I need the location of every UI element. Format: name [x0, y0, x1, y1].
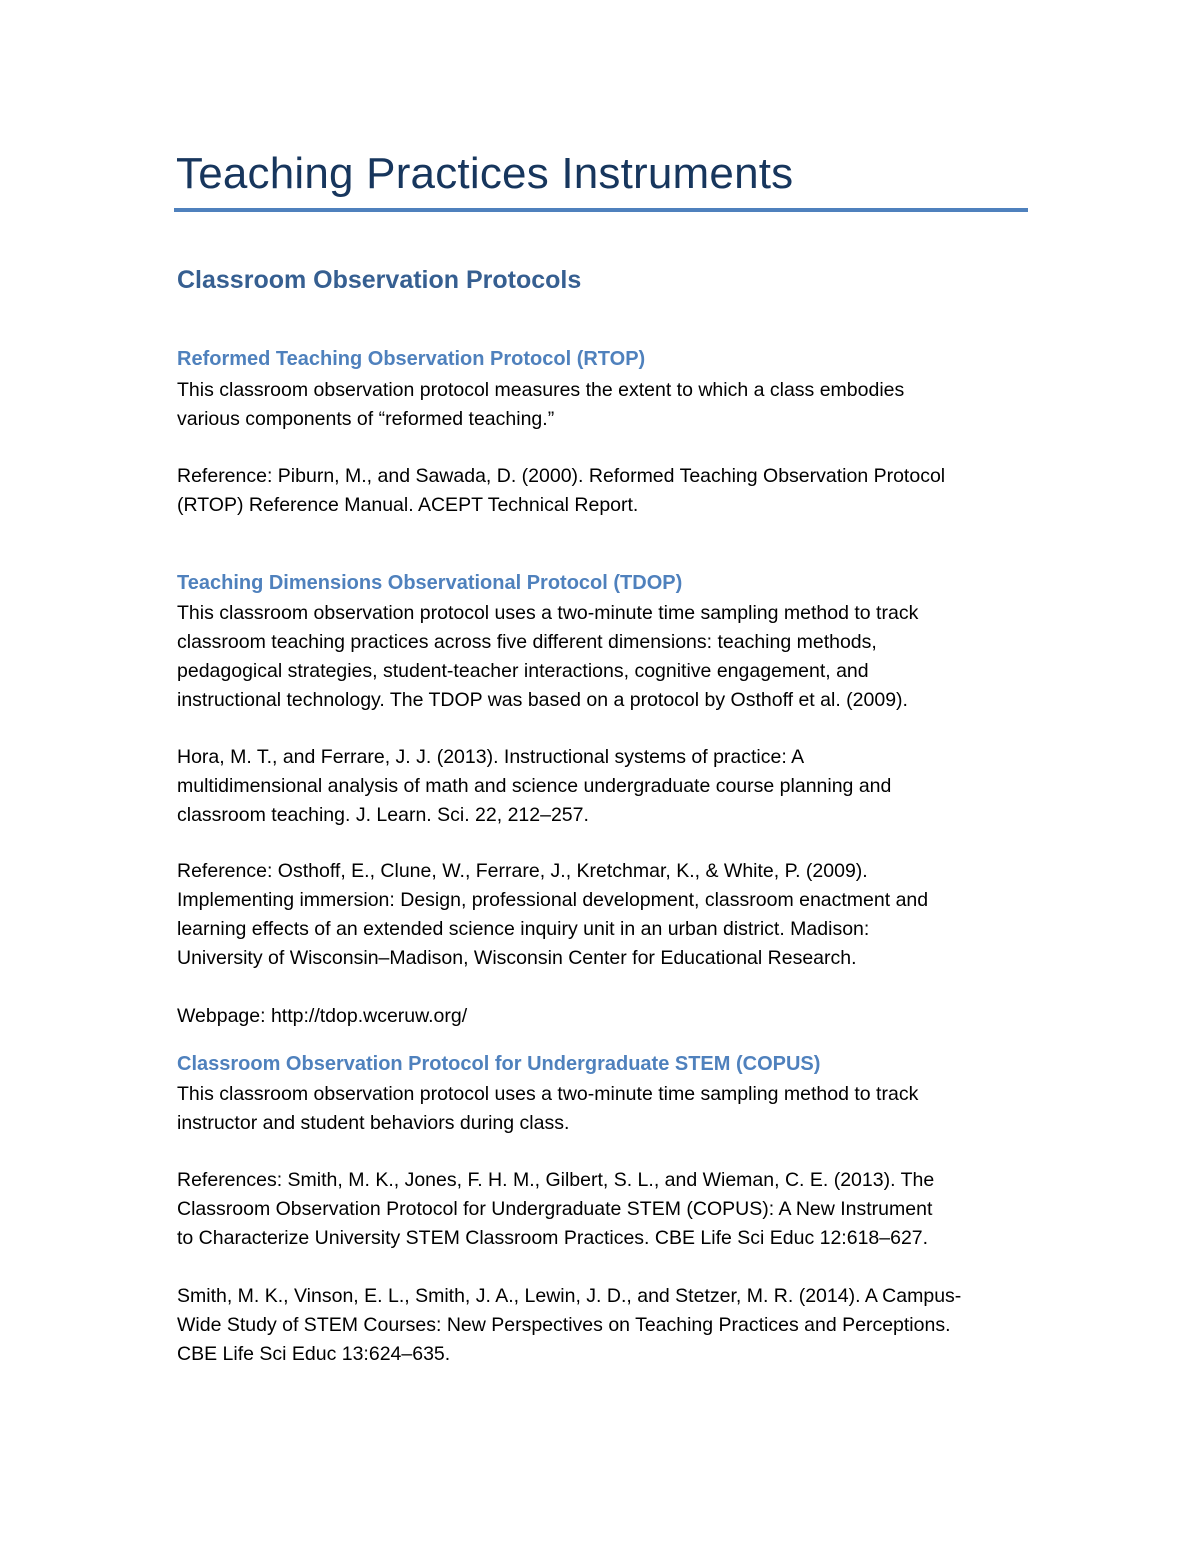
tdop-description-line: classroom teaching practices across five different dimensions: teaching methods,	[177, 631, 877, 653]
copus-reference	[177, 1166, 1037, 1253]
tdop-citation-line: Hora, M. T., and Ferrare, J. J. (2013). Instructional systems of practice: A	[177, 746, 805, 768]
tdop-description-line: This classroom observation protocol uses a two-minute time sampling method to track	[177, 602, 919, 624]
tdop-heading: Teaching Dimensions Observational Protocol (TDOP)	[177, 572, 683, 594]
rtop-heading: Reformed Teaching Observation Protocol (RTOP)	[177, 348, 646, 370]
rtop-description-line: various components of “reformed teaching.”	[177, 408, 555, 430]
tdop-description-line: pedagogical strategies, student-teacher interactions, cognitive engagement, and	[177, 660, 869, 682]
copus-citation	[177, 1282, 1037, 1369]
copus-citation-line: CBE Life Sci Educ 13:624–635.	[177, 1343, 451, 1365]
tdop-citation-line: multidimensional analysis of math and science undergraduate course planning and	[177, 775, 892, 797]
copus-citation-line: Wide Study of STEM Courses: New Perspectives on Teaching Practices and Perceptions.	[177, 1314, 951, 1336]
copus-citation-line: Smith, M. K., Vinson, E. L., Smith, J. A., Lewin, J. D., and Stetzer, M. R. (2014). A Campus-	[177, 1285, 962, 1307]
rtop-description-line: This classroom observation protocol measures the extent to which a class embodies	[177, 379, 905, 401]
rtop-reference-line: (RTOP) Reference Manual. ACEPT Technical Report.	[177, 494, 639, 516]
tdop-reference-line: Reference: Osthoff, E., Clune, W., Ferrare, J., Kretchmar, K., & White, P. (2009).	[177, 860, 868, 882]
tdop-reference-line: University of Wisconsin–Madison, Wisconsin Center for Educational Research.	[177, 947, 857, 969]
copus-description	[177, 1080, 1037, 1138]
tdop-description-line: instructional technology. The TDOP was based on a protocol by Osthoff et al. (2009).	[177, 689, 908, 711]
rtop-reference-line: Reference: Piburn, M., and Sawada, D. (2000). Reformed Teaching Observation Protocol	[177, 465, 946, 487]
copus-heading: Classroom Observation Protocol for Undergraduate STEM (COPUS)	[177, 1053, 821, 1075]
copus-description-line: This classroom observation protocol uses a two-minute time sampling method to track	[177, 1083, 919, 1105]
rtop-reference	[177, 462, 1037, 520]
rtop-description	[177, 376, 1037, 434]
document-title: Teaching Practices Instruments	[176, 149, 794, 198]
tdop-description	[177, 599, 1037, 715]
copus-reference-line: to Characterize University STEM Classroom Practices. CBE Life Sci Educ 12:618–627.	[177, 1227, 929, 1249]
tdop-citation-line: classroom teaching. J. Learn. Sci. 22, 212–257.	[177, 804, 589, 826]
tdop-citation	[177, 743, 1037, 830]
tdop-reference-line: learning effects of an extended science inquiry unit in an urban district. Madison:	[177, 918, 870, 940]
tdop-reference-line: Implementing immersion: Design, professional development, classroom enactment and	[177, 889, 929, 911]
title-underline-rule	[174, 208, 1028, 212]
tdop-webpage-link[interactable]: Webpage: http://tdop.wceruw.org/	[177, 1005, 468, 1027]
section-heading: Classroom Observation Protocols	[177, 266, 582, 294]
copus-reference-line: Classroom Observation Protocol for Undergraduate STEM (COPUS): A New Instrument	[177, 1198, 933, 1220]
tdop-reference	[177, 857, 1037, 973]
tdop-webpage	[177, 1002, 1037, 1031]
copus-description-line: instructor and student behaviors during class.	[177, 1112, 570, 1134]
copus-reference-line: References: Smith, M. K., Jones, F. H. M., Gilbert, S. L., and Wieman, C. E. (2013). The	[177, 1169, 935, 1191]
